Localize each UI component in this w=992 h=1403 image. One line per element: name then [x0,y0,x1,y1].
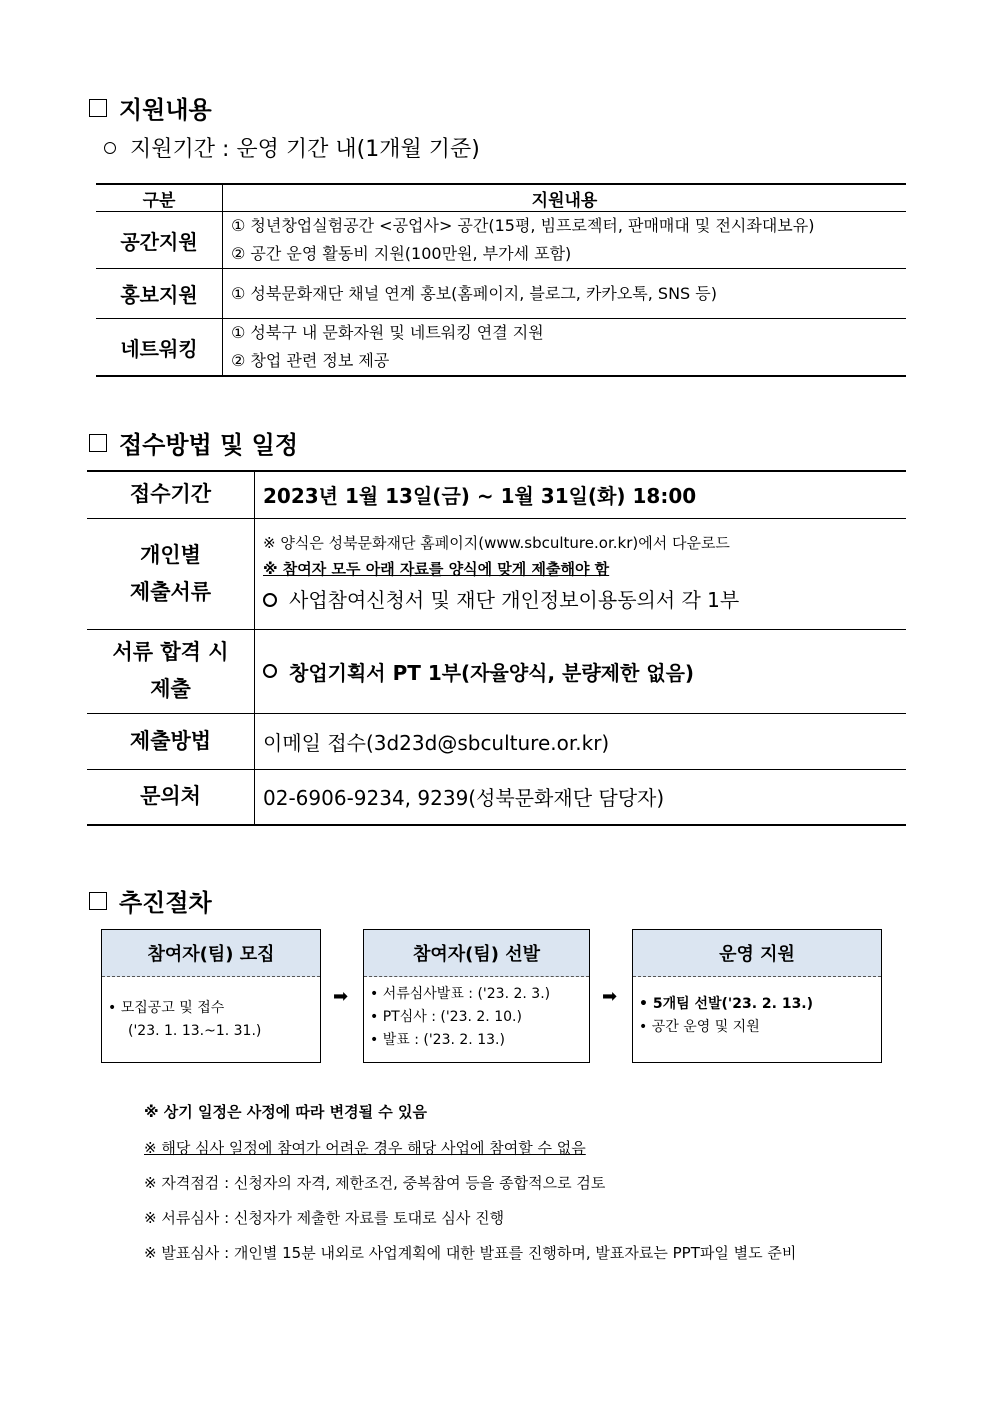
row-value: 이메일 접수(3d23d@sbculture.or.kr) [263,730,610,755]
row-category: 홍보지원 [96,269,223,319]
arrow-right-icon: ➡ [333,986,349,1007]
row-label-line: 서류 합격 시 [112,640,229,664]
docs-note: ※ 양식은 성북문화재단 홈페이지(www.sbculture.or.kr)에서 다운로드 [263,533,730,552]
step-item: • 서류심사발표 : ('23. 2. 3.) [370,986,551,1002]
row-item: ① 청년창업실험공간 <공업사> 공간(15평, 빔프로젝터, 판매매대 및 전시좌대보유) [231,216,815,235]
row-category: 공간지원 [96,212,223,269]
support-table [96,183,906,377]
section-title-process [89,883,212,918]
row-label: 문의처 [87,769,255,825]
section-title-text: 접수방법 및 일정 [119,431,298,459]
pass-item [263,657,905,686]
step-item: • 모집공고 및 접수 [108,1000,225,1016]
table-row [87,518,906,629]
step-item: ('23. 1. 13.~1. 31.) [128,1023,262,1039]
step-item: • 5개팀 선발('23. 2. 13.) [639,996,814,1012]
table-row [87,471,906,518]
row-item: ② 창업 관련 정보 제공 [231,351,390,370]
row-value [255,629,907,713]
support-period-text: 지원기간 : 운영 기간 내(1개월 기준) [130,137,480,162]
row-label: 접수기간 [87,471,255,518]
support-period [104,132,480,163]
table-row [87,713,906,769]
row-content [223,212,907,269]
table-row [87,629,906,713]
row-label [87,629,255,713]
circle-bullet-icon [104,142,116,154]
row-label [87,518,255,629]
process-step-recruit [101,929,321,1063]
step-title: 운영 지원 [633,930,881,977]
step-title: 참여자(팀) 선발 [364,930,589,977]
table-row [87,769,906,825]
docs-note-bold: ※ 참여자 모두 아래 자료를 양식에 맞게 제출해야 함 [263,559,610,578]
row-content [223,319,907,377]
row-value: 2023년 1월 13일(금) ~ 1월 31일(화) 18:00 [263,484,697,509]
step-body [364,977,589,1058]
row-label-line: 제출 [150,677,191,701]
docs-item [263,582,905,618]
row-label-line: 제출서류 [129,579,212,604]
circle-bullet-icon [263,593,277,607]
note-participation: ※ 해당 심사 일정에 참여가 어려운 경우 해당 사업에 참여할 수 없음 [144,1139,586,1157]
table-header-content: 지원내용 [223,184,907,212]
row-item: ① 성북구 내 문화자원 및 네트워킹 연결 지원 [231,323,544,342]
section-title-application [89,425,298,460]
checkbox-square-icon [89,434,107,452]
note-presentation-review: ※ 발표심사 : 개인별 15분 내외로 사업계획에 대한 발표를 진행하며, 발표자료는 PPT파일 별도 준비 [144,1244,797,1262]
docs-item-text: 사업참여신청서 및 재단 개인정보이용동의서 각 1부 [289,587,740,612]
table-row [96,319,906,377]
pass-item-text: 창업기획서 PT 1부(자율양식, 분량제한 없음) [289,660,695,685]
process-step-select [363,929,590,1063]
table-row [96,212,906,269]
table-header-category: 구분 [96,184,223,212]
note-schedule-change: ※ 상기 일정은 사정에 따라 변경될 수 있음 [144,1103,427,1121]
row-label: 제출방법 [87,713,255,769]
process-step-operate [632,929,882,1063]
checkbox-square-icon [89,892,107,910]
step-body [102,977,320,1049]
arrow-right-icon: ➡ [602,986,618,1007]
step-title: 참여자(팀) 모집 [102,930,320,977]
note-eligibility: ※ 자격점검 : 신청자의 자격, 제한조건, 중복참여 등을 종합적으로 검토 [144,1174,606,1192]
section-title-support [89,90,212,125]
row-content [223,269,907,319]
section-title-text: 지원내용 [119,96,212,124]
table-row [96,269,906,319]
section-title-text: 추진절차 [119,889,212,917]
circle-bullet-icon [263,664,277,678]
step-body [633,977,881,1045]
checkbox-square-icon [89,99,107,117]
row-label-line: 개인별 [140,542,201,567]
row-item: ① 성북문화재단 채널 연계 홍보(홈페이지, 블로그, 카카오톡, SNS 등) [231,283,717,303]
note-document-review: ※ 서류심사 : 신청자가 제출한 자료를 토대로 심사 진행 [144,1209,505,1227]
row-category: 네트워킹 [96,319,223,377]
row-value [255,518,907,629]
step-item: • 공간 운영 및 지원 [639,1019,760,1035]
row-value: 02-6906-9234, 9239(성북문화재단 담당자) [263,786,665,811]
application-table [87,470,906,826]
row-item: ② 공간 운영 활동비 지원(100만원, 부가세 포함) [231,244,572,263]
step-item: • 발표 : ('23. 2. 13.) [370,1032,505,1048]
step-item: • PT심사 : ('23. 2. 10.) [370,1009,522,1025]
